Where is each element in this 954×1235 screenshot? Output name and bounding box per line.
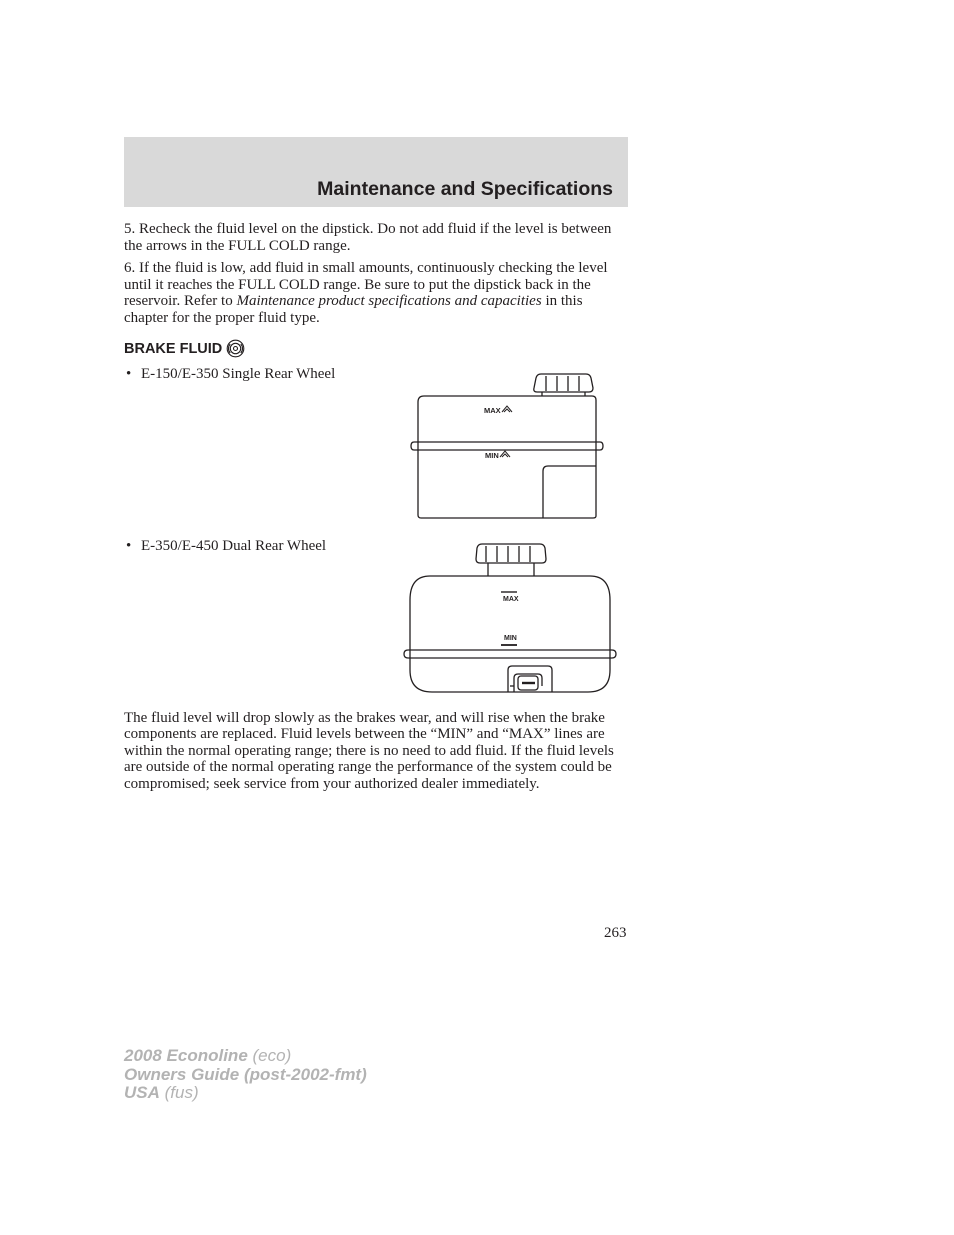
document-footer bbox=[124, 1047, 367, 1103]
step-5-text: 5. Recheck the fluid level on the dipstick. Do not add fluid if the level is between the arrows in the FULL COLD range. bbox=[124, 221, 612, 254]
reservoir-diagram-dual-rear-wheel bbox=[402, 540, 618, 696]
footer-model-name: 2008 Econoline bbox=[124, 1046, 248, 1065]
header-band bbox=[124, 137, 628, 207]
fluid-level-paragraph: The fluid level will drop slowly as the brakes wear, and will rise when the brake components are replaced. Fluid levels between the “MIN” and “MAX” lines are within the normal operating range; there is no need to add fluid. If the fluid levels are outside of the normal operating range the performance of the system could be compromised; seek service from your authorized dealer immediately. bbox=[124, 710, 614, 792]
section-heading-brake-fluid bbox=[124, 339, 245, 358]
bullet-marker: • bbox=[126, 366, 132, 382]
step-6-reference-link-text: Maintenance product specifications and capacities bbox=[236, 293, 542, 310]
footer-model-code: (eco) bbox=[247, 1046, 292, 1065]
bullet-item-single-rear-wheel bbox=[126, 366, 335, 383]
bullet-item-dual-rear-wheel bbox=[126, 538, 326, 555]
brake-fluid-icon bbox=[226, 339, 245, 358]
footer-line-market bbox=[124, 1084, 367, 1103]
page-title: Maintenance and Specifications bbox=[317, 178, 613, 200]
reservoir-diagram-single-rear-wheel bbox=[410, 370, 605, 522]
max-level-label: MAX bbox=[503, 596, 519, 603]
min-level-label: MIN bbox=[504, 635, 517, 642]
footer-line-model bbox=[124, 1047, 367, 1066]
bullet-text: E-150/E-350 Single Rear Wheel bbox=[141, 366, 336, 382]
step-6-text bbox=[124, 260, 630, 326]
max-level-label: MAX bbox=[484, 406, 501, 415]
footer-line-guide bbox=[124, 1066, 367, 1085]
bullet-marker: • bbox=[126, 538, 132, 554]
footer-guide-name: Owners Guide (post-2002-fmt) bbox=[124, 1064, 367, 1084]
section-heading-text: BRAKE FLUID bbox=[124, 340, 223, 357]
min-arrow-icon bbox=[500, 451, 510, 457]
page-number: 263 bbox=[604, 925, 627, 941]
footer-market-name: USA bbox=[124, 1083, 160, 1102]
max-arrow-icon bbox=[502, 406, 512, 412]
min-level-label: MIN bbox=[485, 451, 499, 460]
step-6-text-end: in this chapter for the proper fluid type. bbox=[124, 293, 583, 326]
footer-market-code: (fus) bbox=[159, 1083, 199, 1102]
step-6-text-start: 6. If the fluid is low, add fluid in small amounts, continuously checking the level until it reaches the FULL COLD range. Be sure to put the dipstick back in the reservoir. Refer to bbox=[124, 260, 608, 310]
bullet-text: E-350/E-450 Dual Rear Wheel bbox=[141, 538, 327, 554]
